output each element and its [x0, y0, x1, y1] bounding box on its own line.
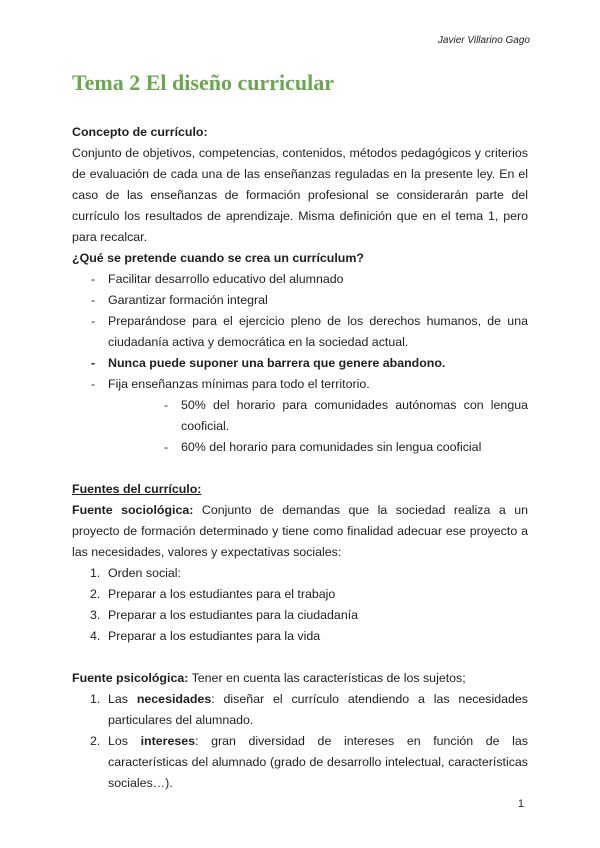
list-item — [72, 269, 528, 290]
page-number: 1 — [517, 798, 524, 810]
pretende-heading-text: ¿Qué se pretende cuando se crea un currículum? — [72, 251, 364, 265]
psicologica-label: Fuente psicológica: — [72, 671, 189, 685]
concepto-heading — [72, 122, 528, 143]
fuentes-heading-text: Fuentes del currículo: — [72, 482, 202, 496]
list-item — [72, 626, 528, 647]
dash-marker: - — [164, 440, 169, 454]
dash-marker: - — [91, 272, 96, 286]
number-marker: 2. — [90, 587, 101, 601]
dash-marker: - — [91, 314, 96, 328]
sub-list-item — [108, 437, 528, 458]
list-item-text: Preparar a los estudiantes para la vida — [108, 629, 321, 643]
psicologica-paragraph — [72, 668, 528, 689]
sociologica-text: Conjunto de demandas que la sociedad realiza a un proyecto de formación determinado y tiene como finalidad adecuar ese proyecto a las necesidades, valores y expectativas sociales: — [72, 503, 528, 559]
list-item-keyword: necesidades — [136, 692, 212, 706]
list-item-text: Fija enseñanzas mínimas para todo el territorio. — [108, 377, 370, 391]
pretende-heading — [72, 248, 528, 269]
list-item-text: : diseñar el currículo atendiendo a las necesidades particulares del alumnado. — [108, 692, 528, 727]
page-title: Tema 2 El diseño curricular — [72, 70, 334, 95]
list-item — [72, 353, 528, 374]
list-item-keyword: intereses — [140, 734, 196, 748]
list-item — [72, 731, 528, 794]
list-item — [72, 563, 528, 584]
list-item-text: Nunca puede suponer una barrera que genere abandono. — [108, 356, 446, 370]
dash-marker: - — [164, 398, 169, 412]
list-item — [72, 311, 528, 353]
number-marker: 1. — [90, 692, 101, 706]
list-item-text: : gran diversidad de intereses en función de las características del alumnado (grado de desarrollo intelectual, características sociales…). — [108, 734, 528, 790]
fuentes-heading — [72, 479, 528, 500]
list-item-text: Preparándose para el ejercicio pleno de los derechos humanos, de una ciudadanía activa y democrática en la sociedad actual. — [108, 314, 528, 349]
dash-marker: - — [91, 356, 96, 370]
sociologica-label: Fuente sociológica: — [72, 503, 194, 517]
list-item-text: Preparar a los estudiantes para la ciudadanía — [108, 608, 359, 622]
horario-sublist — [108, 395, 528, 458]
list-item — [72, 689, 528, 731]
list-item — [72, 605, 528, 626]
sub-list-item — [108, 395, 528, 437]
concepto-heading-text: Concepto de currículo: — [72, 125, 208, 139]
concepto-paragraph: Conjunto de objetivos, competencias, contenidos, métodos pedagógicos y criterios de evaluación de cada una de las enseñanzas reguladas en la presente ley. En el caso de las enseñanzas de formación profesional se considerarán parte del currículo los resultados de aprendizaje. Misma definición que en el tema 1, pero para recalcar. — [72, 146, 528, 244]
spacer — [72, 647, 528, 668]
sociologica-paragraph — [72, 500, 528, 563]
dash-marker: - — [91, 377, 96, 391]
list-item-text: Orden social: — [108, 566, 182, 580]
psicologica-list — [72, 689, 528, 794]
spacer — [72, 458, 528, 479]
list-item-text: Las — [108, 692, 137, 706]
number-marker: 4. — [90, 629, 101, 643]
number-marker: 2. — [90, 734, 101, 748]
list-item — [72, 374, 528, 458]
psicologica-text: Tener en cuenta las características de los sujetos; — [188, 671, 466, 685]
pretende-list — [72, 269, 528, 458]
list-item-text: Preparar a los estudiantes para el trabajo — [108, 587, 336, 601]
list-item — [72, 290, 528, 311]
sub-list-item-text: 50% del horario para comunidades autónomas con lengua cooficial. — [181, 398, 528, 433]
header-author: Javier Villarino Gago — [437, 35, 530, 46]
dash-marker: - — [91, 293, 96, 307]
list-item-text: Facilitar desarrollo educativo del alumnado — [108, 272, 344, 286]
number-marker: 3. — [90, 608, 101, 622]
list-item-text: Los — [108, 734, 141, 748]
sociologica-list — [72, 563, 528, 647]
list-item-text: Garantizar formación integral — [108, 293, 268, 307]
sub-list-item-text: 60% del horario para comunidades sin lengua cooficial — [181, 440, 482, 454]
list-item — [72, 584, 528, 605]
document-body — [72, 122, 528, 794]
number-marker: 1. — [90, 566, 101, 580]
